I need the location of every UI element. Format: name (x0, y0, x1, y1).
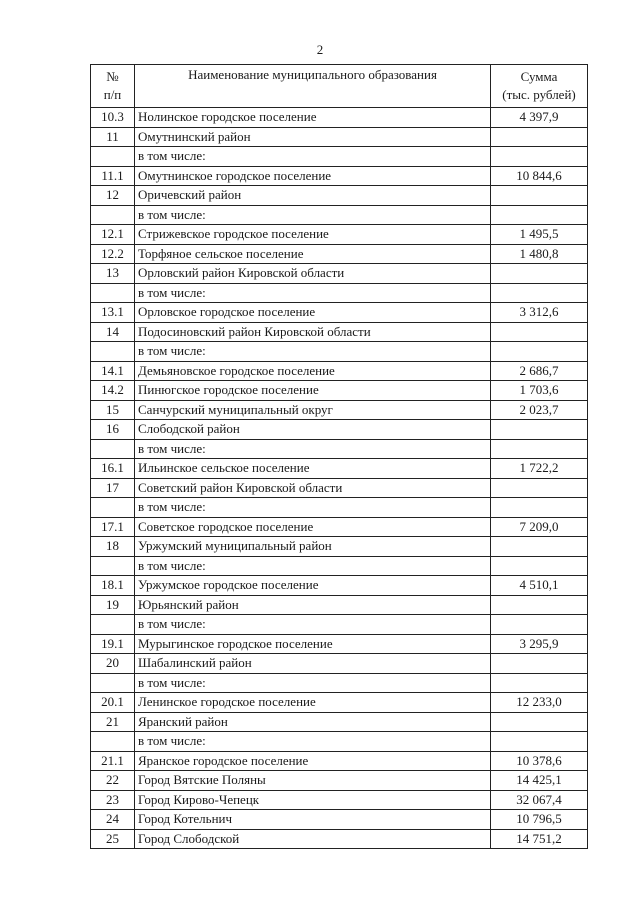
municipality-name: Советское городское поселение (135, 517, 491, 537)
municipality-name: Ильинское сельское поселение (135, 459, 491, 479)
amount-value (491, 342, 588, 362)
municipality-name: в том числе: (135, 439, 491, 459)
header-number (91, 65, 135, 108)
amount-value (491, 556, 588, 576)
table-row (91, 186, 588, 206)
amount-value (491, 439, 588, 459)
municipality-name: Пинюгское городское поселение (135, 381, 491, 401)
row-number: 11.1 (91, 166, 135, 186)
row-number: 13.1 (91, 303, 135, 323)
amount-value (491, 712, 588, 732)
amount-value (491, 537, 588, 557)
table-row (91, 108, 588, 128)
row-number: 12.1 (91, 225, 135, 245)
table-row (91, 810, 588, 830)
row-number (91, 615, 135, 635)
amount-value: 14 425,1 (491, 771, 588, 791)
table-row (91, 166, 588, 186)
amount-value (491, 615, 588, 635)
row-number (91, 342, 135, 362)
amount-value (491, 595, 588, 615)
amount-value: 4 397,9 (491, 108, 588, 128)
municipality-name: в том числе: (135, 205, 491, 225)
table-row (91, 498, 588, 518)
amount-value (491, 732, 588, 752)
amount-value (491, 322, 588, 342)
header-sum-unit: (тыс. рублей) (502, 87, 576, 102)
municipal-sums-table (90, 64, 588, 849)
row-number: 16.1 (91, 459, 135, 479)
table-row (91, 283, 588, 303)
table-row (91, 420, 588, 440)
amount-value (491, 673, 588, 693)
table-row (91, 732, 588, 752)
row-number: 21.1 (91, 751, 135, 771)
table-row (91, 751, 588, 771)
table-row (91, 439, 588, 459)
municipality-name: Город Кирово-Чепецк (135, 790, 491, 810)
amount-value (491, 478, 588, 498)
amount-value: 10 796,5 (491, 810, 588, 830)
table-row (91, 225, 588, 245)
amount-value: 12 233,0 (491, 693, 588, 713)
amount-value (491, 186, 588, 206)
table-row (91, 712, 588, 732)
row-number: 17 (91, 478, 135, 498)
amount-value: 10 378,6 (491, 751, 588, 771)
amount-value: 2 023,7 (491, 400, 588, 420)
municipality-name: в том числе: (135, 498, 491, 518)
amount-value: 1 480,8 (491, 244, 588, 264)
table-row (91, 400, 588, 420)
table-row (91, 517, 588, 537)
amount-value (491, 498, 588, 518)
table-row (91, 205, 588, 225)
amount-value (491, 127, 588, 147)
municipality-name: Шабалинский район (135, 654, 491, 674)
table-row (91, 478, 588, 498)
amount-value: 14 751,2 (491, 829, 588, 849)
table-row (91, 673, 588, 693)
municipality-name: Оричевский район (135, 186, 491, 206)
header-number-symbol: № (106, 69, 119, 84)
municipality-name: Стрижевское городское поселение (135, 225, 491, 245)
row-number: 20.1 (91, 693, 135, 713)
municipality-name: в том числе: (135, 342, 491, 362)
table-row (91, 829, 588, 849)
row-number: 23 (91, 790, 135, 810)
table-row (91, 264, 588, 284)
table-row (91, 381, 588, 401)
municipality-name: Яранское городское поселение (135, 751, 491, 771)
municipality-name: Мурыгинское городское поселение (135, 634, 491, 654)
table-row (91, 322, 588, 342)
page-number: 2 (316, 42, 324, 57)
row-number: 13 (91, 264, 135, 284)
amount-value: 2 686,7 (491, 361, 588, 381)
row-number (91, 283, 135, 303)
row-number: 14.1 (91, 361, 135, 381)
table-row (91, 459, 588, 479)
amount-value (491, 205, 588, 225)
municipality-name: в том числе: (135, 732, 491, 752)
municipality-name: Торфяное сельское поселение (135, 244, 491, 264)
amount-value: 7 209,0 (491, 517, 588, 537)
municipality-name: Советский район Кировской области (135, 478, 491, 498)
municipality-name: Омутнинский район (135, 127, 491, 147)
amount-value (491, 654, 588, 674)
row-number (91, 205, 135, 225)
row-number (91, 498, 135, 518)
amount-value: 32 067,4 (491, 790, 588, 810)
row-number: 25 (91, 829, 135, 849)
table-row (91, 361, 588, 381)
municipality-name: Омутнинское городское поселение (135, 166, 491, 186)
table-row (91, 615, 588, 635)
row-number: 19.1 (91, 634, 135, 654)
municipality-name: Орловский район Кировской области (135, 264, 491, 284)
table-row (91, 244, 588, 264)
municipality-name: Город Котельнич (135, 810, 491, 830)
row-number: 20 (91, 654, 135, 674)
municipality-name: в том числе: (135, 283, 491, 303)
row-number: 21 (91, 712, 135, 732)
row-number: 14.2 (91, 381, 135, 401)
row-number: 18.1 (91, 576, 135, 596)
municipality-name: Яранский район (135, 712, 491, 732)
amount-value (491, 283, 588, 303)
table-row (91, 537, 588, 557)
municipality-name: Ленинское городское поселение (135, 693, 491, 713)
table-row (91, 771, 588, 791)
municipality-name: Подосиновский район Кировской области (135, 322, 491, 342)
row-number: 22 (91, 771, 135, 791)
table-row (91, 556, 588, 576)
table-row (91, 576, 588, 596)
row-number: 24 (91, 810, 135, 830)
row-number: 15 (91, 400, 135, 420)
header-sum (491, 65, 588, 108)
table-row (91, 654, 588, 674)
table-row (91, 342, 588, 362)
row-number (91, 147, 135, 167)
municipality-name: в том числе: (135, 673, 491, 693)
municipality-name: Уржумский муниципальный район (135, 537, 491, 557)
amount-value (491, 264, 588, 284)
header-name: Наименование муниципального образования (135, 65, 491, 108)
row-number: 14 (91, 322, 135, 342)
row-number: 18 (91, 537, 135, 557)
municipality-name: Город Вятские Поляны (135, 771, 491, 791)
amount-value (491, 147, 588, 167)
table-row (91, 634, 588, 654)
row-number (91, 556, 135, 576)
row-number: 11 (91, 127, 135, 147)
municipality-name: Демьяновское городское поселение (135, 361, 491, 381)
amount-value: 4 510,1 (491, 576, 588, 596)
header-sum-title: Сумма (520, 69, 558, 84)
table-row (91, 790, 588, 810)
amount-value: 3 312,6 (491, 303, 588, 323)
header-row (91, 65, 588, 108)
table-row (91, 595, 588, 615)
row-number (91, 439, 135, 459)
amount-value: 10 844,6 (491, 166, 588, 186)
table-row (91, 303, 588, 323)
municipality-name: Город Слободской (135, 829, 491, 849)
municipality-name: Орловское городское поселение (135, 303, 491, 323)
row-number: 16 (91, 420, 135, 440)
table-body (91, 108, 588, 849)
row-number: 12 (91, 186, 135, 206)
row-number: 17.1 (91, 517, 135, 537)
municipality-name: в том числе: (135, 147, 491, 167)
table-header (91, 65, 588, 108)
municipality-name: Нолинское городское поселение (135, 108, 491, 128)
municipality-name: в том числе: (135, 556, 491, 576)
row-number: 12.2 (91, 244, 135, 264)
row-number: 19 (91, 595, 135, 615)
amount-value: 3 295,9 (491, 634, 588, 654)
table-row (91, 127, 588, 147)
amount-value: 1 722,2 (491, 459, 588, 479)
municipality-name: Санчурский муниципальный округ (135, 400, 491, 420)
table-row (91, 693, 588, 713)
row-number (91, 732, 135, 752)
municipality-name: Уржумское городское поселение (135, 576, 491, 596)
row-number (91, 673, 135, 693)
amount-value: 1 495,5 (491, 225, 588, 245)
row-number: 10.3 (91, 108, 135, 128)
table-row (91, 147, 588, 167)
amount-value: 1 703,6 (491, 381, 588, 401)
municipality-name: Слободской район (135, 420, 491, 440)
municipality-name: Юрьянский район (135, 595, 491, 615)
header-number-abbr: п/п (103, 87, 122, 102)
municipality-name: в том числе: (135, 615, 491, 635)
amount-value (491, 420, 588, 440)
